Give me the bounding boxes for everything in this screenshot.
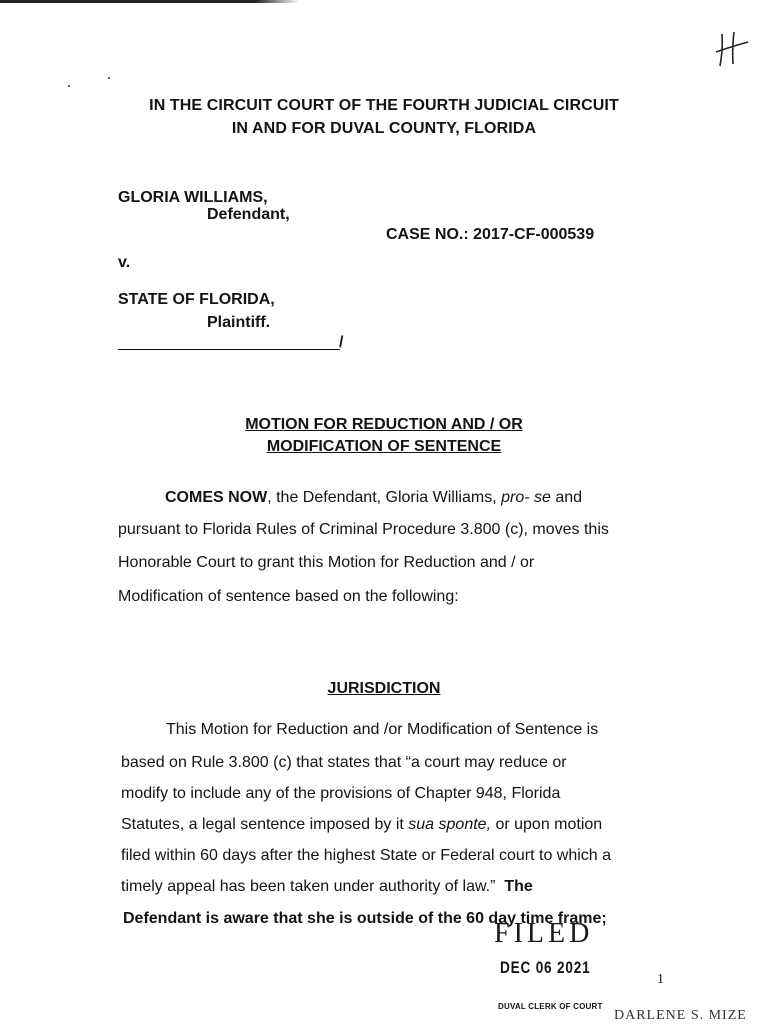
scan-speck <box>108 77 110 79</box>
sua-sponte: sua sponte, <box>408 816 492 833</box>
jurisdiction-line-3: modify to include any of the provisions of Chapter 948, Florida <box>121 785 561 802</box>
intro-line-4: Modification of sentence based on the following: <box>118 588 459 605</box>
filed-date-stamp: DEC 06 2021 <box>500 958 591 977</box>
intro-line-3: Honorable Court to grant this Motion for Reduction and / or <box>118 554 535 571</box>
page-number: 1 <box>657 972 664 987</box>
caption-rule <box>118 349 340 350</box>
jurisdiction-line-4-end: or upon motion <box>491 816 603 833</box>
pro-se: pro- se <box>501 489 551 506</box>
jurisdiction-heading: JURISDICTION <box>327 680 441 697</box>
jurisdiction-line-6 <box>121 878 533 896</box>
scan-edge-bar <box>0 0 300 3</box>
jurisdiction-line-2: based on Rule 3.800 (c) that states that “a court may reduce or <box>121 754 567 771</box>
jurisdiction-line-7: Defendant is aware that she is outside of the 60 day time frame; <box>123 910 607 927</box>
clerk-name-stamp: DARLENE S. MIZE <box>614 1008 747 1023</box>
plaintiff-role: Plaintiff. <box>207 314 271 331</box>
jurisdiction-line-4-start: Statutes, a legal sentence imposed by it <box>121 816 409 833</box>
versus-label: v. <box>118 254 131 271</box>
plaintiff-name: STATE OF FLORIDA, <box>118 291 275 308</box>
motion-title-line-2: MODIFICATION OF SENTENCE <box>266 438 502 455</box>
defendant-name: GLORIA WILLIAMS, <box>118 189 268 206</box>
intro-line-1-text: , the Defendant, Gloria Williams, <box>267 489 502 506</box>
jurisdiction-line-6-bold: The <box>504 878 533 895</box>
clerk-office-stamp: DUVAL CLERK OF COURT <box>498 1002 603 1011</box>
court-heading-line-1: IN THE CIRCUIT COURT OF THE FOURTH JUDICIAL CIRCUIT <box>149 97 619 114</box>
jurisdiction-line-5: filed within 60 days after the highest State or Federal court to which a <box>121 847 612 864</box>
intro-line-1-end: and <box>550 489 583 506</box>
filed-stamp: FILED <box>494 918 594 949</box>
intro-line-2: pursuant to Florida Rules of Criminal Procedure 3.800 (c), moves this <box>118 521 609 538</box>
comes-now: COMES NOW <box>165 489 268 506</box>
scan-speck <box>68 85 70 87</box>
defendant-role: Defendant, <box>207 206 290 223</box>
jurisdiction-line-6-text: timely appeal has been taken under authority of law.” <box>121 878 496 895</box>
jurisdiction-line-1: This Motion for Reduction and /or Modification of Sentence is <box>166 721 599 738</box>
caption-rule-slash: / <box>339 334 344 351</box>
case-number: CASE NO.: 2017-CF-000539 <box>386 226 595 243</box>
jurisdiction-line-4 <box>121 816 602 834</box>
handwritten-h-mark <box>712 30 752 70</box>
intro-line-1 <box>165 489 582 507</box>
court-heading-line-2: IN AND FOR DUVAL COUNTY, FLORIDA <box>231 120 537 137</box>
motion-title-line-1: MOTION FOR REDUCTION AND / OR <box>245 416 523 433</box>
